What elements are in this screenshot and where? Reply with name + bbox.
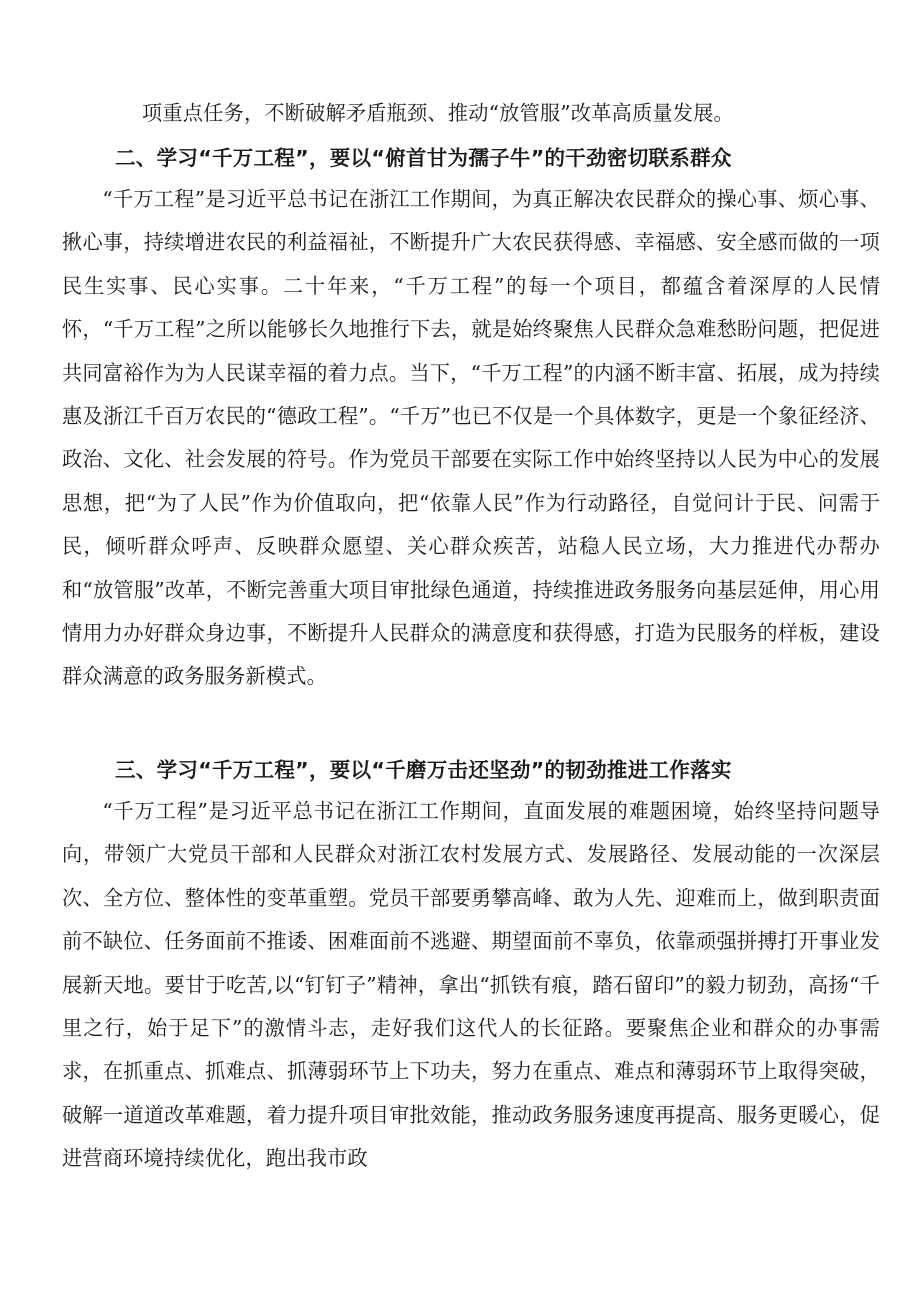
section-three-paragraph: “千万工程”是习近平总书记在浙江工作期间，直面发展的难题困境，始终坚持问题导向，带领广大党员干部和人民群众对浙江农村发展方式、发展路径、发展动能的一次深层次、全方位、整体性的变革重塑。党员干部要勇攀高峰、敢为人先、迎难而上，做到职责面前不缺位、任务面前不推诿、困难面前不逃避、期望面前不辜负，依靠顽强拼搏打开事业发展新天地。要甘于吃苦,以“钉钉子”精神，拿出“抓铁有痕，踏石留印”的毅力韧劲，高扬“千里之行，始于足下”的激情斗志，走好我们这代人的长征路。要聚焦企业和群众的办事需求，在抓重点、抓难点、抓薄弱环节上下功夫，努力在重点、难点和薄弱环节上取得突破，破解一道道改革难题，着力提升项目审批效能，推动政务服务速度再提高、服务更暖心，促进营商环境持续优化，跑出我市政 bbox=[62, 799, 880, 1171]
section-two-paragraph: “千万工程”是习近平总书记在浙江工作期间，为真正解决农民群众的操心事、烦心事、揪心事，持续增进农民的利益福祉，不断提升广大农民获得感、幸福感、安全感而做的一项民生实事、民心实事。二十年来，“千万工程”的每一个项目，都蕴含着深厚的人民情怀，“千万工程”之所以能够长久地推行下去，就是始终聚焦人民群众急难愁盼问题，把促进共同富裕作为为人民谋幸福的着力点。当下，“千万工程”的内涵不断丰富、拓展，成为持续惠及浙江千百万农民的“德政工程”。“千万”也已不仅是一个具体数字，更是一个象征经济、政治、文化、社会发展的符号。作为党员干部要在实际工作中始终坚持以人民为中心的发展思想，把“为了人民”作为价值取向，把“依靠人民”作为行动路径，自觉问计于民、问需于民，倾听群众呼声、反映群众愿望、关心群众疾苦，站稳人民立场，大力推进代办帮办和“放管服”改革，不断完善重大项目审批绿色通道，持续推进政务服务向基层延伸，用心用情用力办好群众身边事，不断提升人民群众的满意度和获得感，打造为民服务的样板，建设群众满意的政务服务新模式。 bbox=[62, 187, 880, 689]
section-three-heading: 三、学习“千万工程”，要以“千磨万击还坚劲”的韧劲推进工作落实 bbox=[115, 758, 732, 782]
continuation-text: 项重点任务，不断破解矛盾瓶颈、推动“放管服”改革高质量发展。 bbox=[142, 101, 734, 125]
section-two-heading: 二、学习“千万工程”，要以“俯首甘为孺子牛”的干劲密切联系群众 bbox=[115, 146, 732, 170]
